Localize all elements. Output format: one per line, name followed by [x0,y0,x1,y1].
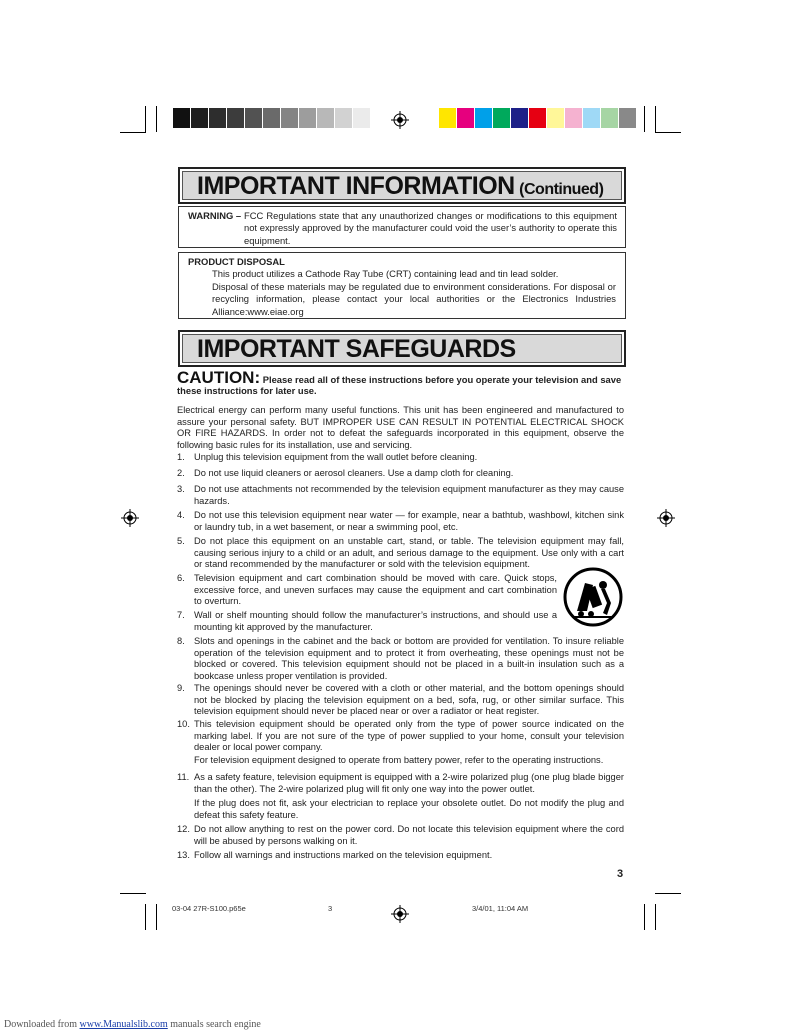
calibration-swatch [529,108,546,128]
list-item [177,484,624,507]
product-disposal-line2: Disposal of these materials may be regulated due to environment considerations. For disposal or recycling information, please contact your local authorities or the Electronics Industries Alliance:www.eiae.org [212,280,616,317]
calibration-swatch [547,108,564,128]
list-item [177,719,624,754]
list-item-number: 5. [177,536,185,546]
warning-text: FCC Regulations state that any unauthorized changes or modifications to this equipment not expressly approved by the manufacturer could void the user’s authority to operate this equipment. [244,210,617,246]
info-title-suffix: (Continued) [519,181,604,198]
list-item-text: Do not use attachments not recommended by the television equipment manufacturer as they may cause hazards. [194,484,624,506]
list-item [177,798,624,821]
product-disposal-box [178,252,626,319]
caution-line [177,368,627,396]
list-item [177,824,624,847]
crop-mark [145,904,146,930]
list-item [177,683,624,718]
calibration-swatch [317,108,334,128]
list-item-number: 8. [177,636,185,646]
list-item-number: 2. [177,468,185,478]
list-item [177,452,624,464]
footer-page: 3 [328,904,333,913]
gray-calibration-bars [173,108,371,128]
crop-mark [644,106,645,132]
list-item-number: 3. [177,484,185,494]
list-item-number: 13. [177,850,190,860]
list-item-text: For television equipment designed to operate from battery power, refer to the operating instructions. [194,755,604,765]
calibration-swatch [173,108,190,128]
footer-date: 3/4/01, 11:04 AM [472,904,529,913]
list-item-number: 1. [177,452,185,462]
warning-box [178,206,626,248]
calibration-swatch [601,108,618,128]
list-item-text: As a safety feature, television equipment is equipped with a 2-wire polarized plug (one plug blade bigger than the other). The 2-wire polarized plug will fit only one way into the power outlet. [194,772,624,794]
calibration-swatch [475,108,492,128]
crop-mark [655,893,681,894]
calibration-swatch [439,108,456,128]
calibration-swatch [511,108,528,128]
crop-mark [120,893,146,894]
list-item-text: This television equipment should be operated only from the type of power source indicated on the marking label. If you are not sure of the type of power supplied to your home, consult your television dealer or local power company. [194,719,624,753]
calibration-swatch [583,108,600,128]
calibration-swatch [493,108,510,128]
safeguards-title-box [178,330,626,367]
calibration-swatch [619,108,636,128]
crop-mark [156,904,157,930]
footer-file: 03-04 27R-S100.p65e [172,904,246,913]
list-item [177,610,557,633]
safeguards-intro: Electrical energy can perform many useful functions. This unit has been engineered and manufactured to assure your personal safety. BUT IMPROPER USE CAN RESULT IN POTENTIAL ELECTRICAL SHOCK OR FIRE HAZARDS. In order not to defeat the safeguards incorporated in this equipment, observe the following basic rules for its installation, use and servicing. [177,405,624,451]
calibration-swatch [457,108,474,128]
crop-mark [120,132,146,133]
calibration-swatch [191,108,208,128]
list-item-text: Do not use this television equipment near water — for example, near a bathtub, washbowl, kitchen sink or laundry tub, in a wet basement, or near a swimming pool, etc. [194,510,624,532]
safeguards-title: IMPORTANT SAFEGUARDS [197,335,516,363]
product-disposal-label: PRODUCT DISPOSAL [188,256,285,267]
info-title-box [178,167,626,204]
crop-mark [655,132,681,133]
list-item-text: Follow all warnings and instructions marked on the television equipment. [194,850,493,860]
list-item-text: Unplug this television equipment from the wall outlet before cleaning. [194,452,478,462]
crop-mark [655,904,656,930]
calibration-swatch [335,108,352,128]
list-item-number: 4. [177,510,185,520]
calibration-swatch [209,108,226,128]
list-item-text: Do not allow anything to rest on the power cord. Do not locate this television equipment where the cord will be abused by persons walking on it. [194,824,624,846]
list-item-text: Television equipment and cart combination should be moved with care. Quick stops, excessive force, and uneven surfaces may cause the equipment and cart combination to overturn. [194,573,557,607]
manualslib-link[interactable]: www.Manualslib.com [79,1019,168,1030]
list-item-text: Wall or shelf mounting should follow the manufacturer’s instructions, and should use a mounting kit approved by the manufacturer. [194,610,557,632]
product-disposal-line1: This product utilizes a Cathode Ray Tube (CRT) containing lead and tin lead solder. [212,268,559,280]
list-item [177,850,624,862]
calibration-swatch [263,108,280,128]
calibration-swatch [299,108,316,128]
info-title: IMPORTANT INFORMATION [197,172,515,200]
registration-mark-icon [121,509,139,527]
list-item [177,536,624,571]
crop-mark [145,106,146,132]
warning-label: WARNING – [188,210,242,221]
list-item [177,468,624,480]
list-item-number: 11. [177,772,190,782]
list-item [177,772,624,795]
calibration-swatch [245,108,262,128]
registration-mark-icon [657,509,675,527]
caution-word: CAUTION: [177,368,261,387]
cart-tipover-warning-icon [563,567,623,627]
calibration-swatch [227,108,244,128]
downloaded-suffix: manuals search engine [170,1019,261,1030]
page-number: 3 [617,868,624,880]
list-item [177,636,624,683]
list-item-number: 10. [177,719,190,729]
downloaded-note [4,1019,261,1030]
registration-mark-icon [391,905,409,923]
calibration-swatch [353,108,370,128]
registration-mark-icon [391,111,409,129]
list-item-number: 6. [177,573,185,583]
calibration-swatch [565,108,582,128]
list-item-text: If the plug does not fit, ask your electrician to replace your obsolete outlet. Do not modify the plug and defeat this safety feature. [194,798,624,820]
crop-mark [644,904,645,930]
list-item [177,573,557,608]
caution-text: Please read all of these instructions before you operate your television and save these instructions for later use. [177,374,622,396]
list-item-text: Slots and openings in the cabinet and the back or bottom are provided for ventilation. To insure reliable operation of the television equipment and to protect it from overheating, these openings must not be blocked or covered. This television equipment should not be placed in a built-in insulation such as a bookcase unless proper ventilation is provided. [194,636,624,682]
downloaded-prefix: Downloaded from [4,1019,78,1030]
color-calibration-bars [439,108,637,128]
list-item-number: 12. [177,824,190,834]
list-item-text: Do not use liquid cleaners or aerosol cleaners. Use a damp cloth for cleaning. [194,468,514,478]
crop-mark [156,106,157,132]
list-item-text: The openings should never be covered with a cloth or other material, and the bottom openings should not be blocked by placing the television equipment on a bed, sofa, rug, or other similar surface. This television equipment should never be placed near or over a radiator or heat register. [194,683,624,717]
list-item-number: 9. [177,683,185,693]
list-item [177,755,624,767]
list-item-number: 7. [177,610,185,620]
list-item-text: Do not place this equipment on an unstable cart, stand, or table. The television equipment may fall, causing serious injury to a child or an adult, and serious damage to the equipment. Use only with a cart or stand recommended by the manufacturer or sold with the television equipment. [194,536,624,570]
list-item [177,510,624,533]
crop-mark [655,106,656,132]
calibration-swatch [281,108,298,128]
